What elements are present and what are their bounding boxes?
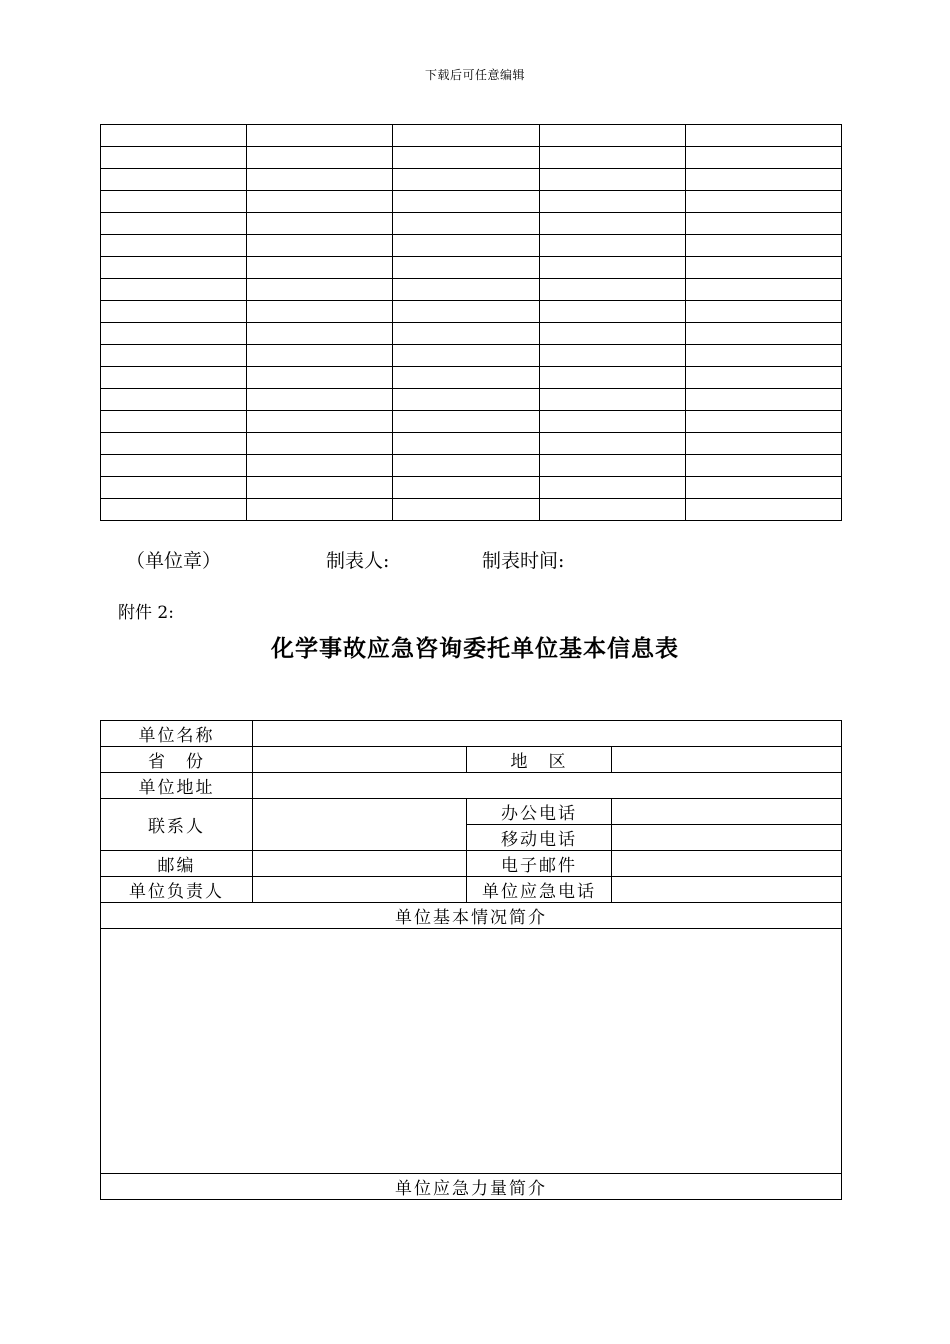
table-row <box>101 169 842 191</box>
basic-intro-field[interactable] <box>101 929 842 1174</box>
table-cell[interactable] <box>540 191 686 213</box>
table-cell[interactable] <box>393 191 540 213</box>
table-cell[interactable] <box>540 499 686 521</box>
row-basic-intro-header <box>101 903 842 929</box>
table-cell[interactable] <box>101 213 247 235</box>
table-cell[interactable] <box>247 477 393 499</box>
table-cell[interactable] <box>540 169 686 191</box>
table-cell[interactable] <box>393 279 540 301</box>
contact-field[interactable] <box>253 799 467 851</box>
mobile-phone-label: 移动电话 <box>467 825 612 851</box>
row-basic-intro-body <box>101 929 842 1174</box>
table-cell[interactable] <box>686 213 842 235</box>
table-cell[interactable] <box>540 213 686 235</box>
table-cell[interactable] <box>101 257 247 279</box>
row-address <box>101 773 842 799</box>
table-cell[interactable] <box>393 323 540 345</box>
table-row <box>101 455 842 477</box>
table-date-label: 制表时间: <box>482 550 565 572</box>
row-province <box>101 747 842 773</box>
table-cell[interactable] <box>393 499 540 521</box>
table-cell[interactable] <box>247 147 393 169</box>
address-field[interactable] <box>253 773 842 799</box>
table-cell[interactable] <box>540 147 686 169</box>
table-cell[interactable] <box>247 433 393 455</box>
table-cell[interactable] <box>393 169 540 191</box>
table-cell[interactable] <box>247 367 393 389</box>
table-cell[interactable] <box>393 367 540 389</box>
table-row <box>101 367 842 389</box>
table-cell[interactable] <box>686 257 842 279</box>
mobile-phone-field[interactable] <box>612 825 842 851</box>
table-cell[interactable] <box>540 367 686 389</box>
table-cell[interactable] <box>247 411 393 433</box>
table-cell[interactable] <box>101 147 247 169</box>
table-cell[interactable] <box>101 301 247 323</box>
table-cell[interactable] <box>247 191 393 213</box>
table-row <box>101 411 842 433</box>
table-cell[interactable] <box>686 191 842 213</box>
table-cell[interactable] <box>686 389 842 411</box>
table-row <box>101 279 842 301</box>
table-cell[interactable] <box>686 169 842 191</box>
table-row <box>101 433 842 455</box>
table-cell[interactable] <box>393 213 540 235</box>
table-cell[interactable] <box>393 125 540 147</box>
table-row <box>101 477 842 499</box>
blank-table <box>100 124 842 521</box>
table-cell[interactable] <box>686 411 842 433</box>
table-cell[interactable] <box>393 345 540 367</box>
blank-table-body <box>101 125 842 521</box>
table-cell[interactable] <box>101 235 247 257</box>
unit-name-field[interactable] <box>253 721 842 747</box>
table-cell[interactable] <box>247 499 393 521</box>
table-row <box>101 191 842 213</box>
emergency-phone-label: 单位应急电话 <box>467 877 612 903</box>
table-row <box>101 147 842 169</box>
row-contact <box>101 799 842 825</box>
table-cell[interactable] <box>540 455 686 477</box>
table-cell[interactable] <box>101 411 247 433</box>
table-cell[interactable] <box>393 235 540 257</box>
row-postcode <box>101 851 842 877</box>
region-label: 地 区 <box>467 747 612 773</box>
table-cell[interactable] <box>247 213 393 235</box>
region-field[interactable] <box>612 747 842 773</box>
table-cell[interactable] <box>247 169 393 191</box>
table-cell[interactable] <box>101 433 247 455</box>
table-row <box>101 389 842 411</box>
table-cell[interactable] <box>101 455 247 477</box>
table-cell[interactable] <box>393 301 540 323</box>
table-cell[interactable] <box>686 125 842 147</box>
table-cell[interactable] <box>540 125 686 147</box>
table-cell[interactable] <box>101 279 247 301</box>
address-label: 单位地址 <box>101 773 253 799</box>
basic-intro-label: 单位基本情况简介 <box>101 903 842 929</box>
postcode-label: 邮编 <box>101 851 253 877</box>
unit-seal-label: （单位章） <box>126 550 222 572</box>
postcode-field[interactable] <box>253 851 467 877</box>
table-cell[interactable] <box>247 301 393 323</box>
table-cell[interactable] <box>540 323 686 345</box>
table-cell[interactable] <box>540 345 686 367</box>
table-cell[interactable] <box>393 455 540 477</box>
table-cell[interactable] <box>540 257 686 279</box>
table-cell[interactable] <box>101 345 247 367</box>
table-cell[interactable] <box>686 499 842 521</box>
emergency-phone-field[interactable] <box>612 877 842 903</box>
table-maker-label: 制表人: <box>326 550 390 572</box>
table-cell[interactable] <box>686 367 842 389</box>
table-cell[interactable] <box>686 235 842 257</box>
table-cell[interactable] <box>686 323 842 345</box>
table-cell[interactable] <box>540 301 686 323</box>
table-cell[interactable] <box>686 345 842 367</box>
email-label: 电子邮件 <box>467 851 612 877</box>
row-force-intro-header <box>101 1174 842 1200</box>
table-cell[interactable] <box>540 411 686 433</box>
table-cell[interactable] <box>247 279 393 301</box>
office-phone-field[interactable] <box>612 799 842 825</box>
header-note: 下载后可任意编辑 <box>424 68 525 82</box>
table-cell[interactable] <box>101 125 247 147</box>
table-cell[interactable] <box>101 389 247 411</box>
table-row <box>101 323 842 345</box>
province-field[interactable] <box>253 747 467 773</box>
table-cell[interactable] <box>247 345 393 367</box>
table-cell[interactable] <box>247 257 393 279</box>
table-row <box>101 301 842 323</box>
table-cell[interactable] <box>247 323 393 345</box>
table-cell[interactable] <box>540 433 686 455</box>
province-label: 省 份 <box>101 747 253 773</box>
table-cell[interactable] <box>540 477 686 499</box>
email-field[interactable] <box>612 851 842 877</box>
table-row <box>101 125 842 147</box>
table-cell[interactable] <box>393 389 540 411</box>
table-cell[interactable] <box>101 169 247 191</box>
table-cell[interactable] <box>247 389 393 411</box>
leader-label: 单位负责人 <box>101 877 253 903</box>
table-cell[interactable] <box>686 433 842 455</box>
table-cell[interactable] <box>247 235 393 257</box>
table-cell[interactable] <box>540 389 686 411</box>
leader-field[interactable] <box>253 877 467 903</box>
table-cell[interactable] <box>686 147 842 169</box>
table-cell[interactable] <box>686 301 842 323</box>
table-cell[interactable] <box>101 367 247 389</box>
table-row <box>101 499 842 521</box>
table-cell[interactable] <box>686 279 842 301</box>
table-row <box>101 345 842 367</box>
table-cell[interactable] <box>540 235 686 257</box>
row-leader <box>101 877 842 903</box>
table-cell[interactable] <box>247 125 393 147</box>
force-intro-label: 单位应急力量简介 <box>101 1174 842 1200</box>
contact-label: 联系人 <box>101 799 253 851</box>
attachment-label: 附件 2: <box>118 603 174 623</box>
table-cell[interactable] <box>101 323 247 345</box>
table-cell[interactable] <box>686 455 842 477</box>
table-row <box>101 235 842 257</box>
unit-name-label: 单位名称 <box>101 721 253 747</box>
table-cell[interactable] <box>101 477 247 499</box>
table-cell[interactable] <box>393 433 540 455</box>
table-cell[interactable] <box>540 279 686 301</box>
office-phone-label: 办公电话 <box>467 799 612 825</box>
row-unit-name <box>101 721 842 747</box>
table-cell[interactable] <box>686 477 842 499</box>
table-row <box>101 257 842 279</box>
info-form-table <box>100 720 842 1200</box>
table-row <box>101 213 842 235</box>
table-cell[interactable] <box>101 191 247 213</box>
table-cell[interactable] <box>393 411 540 433</box>
table-cell[interactable] <box>393 147 540 169</box>
table-cell[interactable] <box>393 257 540 279</box>
table-cell[interactable] <box>393 477 540 499</box>
table-cell[interactable] <box>247 455 393 477</box>
table-cell[interactable] <box>101 499 247 521</box>
page-title: 化学事故应急咨询委托单位基本信息表 <box>271 636 679 662</box>
